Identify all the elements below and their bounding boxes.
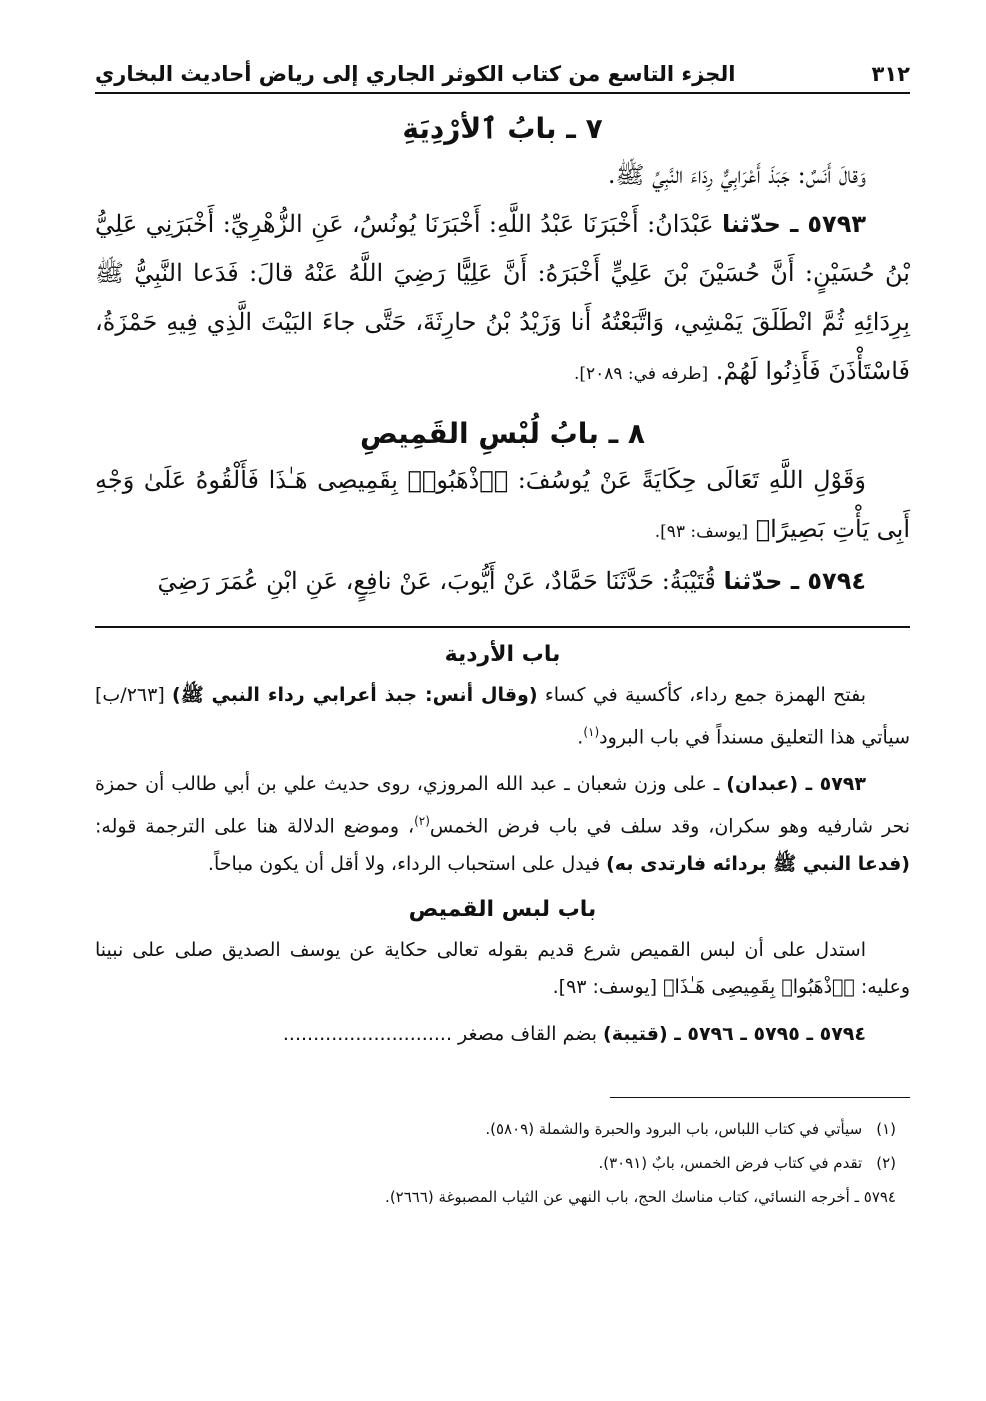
hadith-5793: [95, 200, 910, 399]
commentary-section-1-title: باب الأردية: [444, 642, 561, 667]
footnote-marker: (٢): [414, 814, 430, 829]
chapter-7-title: ٧ ـ بابُ ٱلأرْدِيَةِ: [402, 112, 603, 145]
footnote-number: (٢): [876, 1153, 896, 1172]
hadith-text: قُتَيْبَةُ: حَدَّثَنَا حَمَّادٌ، عَنْ أَيُّوبَ، عَنْ نافِعٍ، عَنِ ابْنِ عُمَرَ رَضِيَ: [157, 567, 724, 595]
commentary-quote: (فدعا النبي ﷺ بردائه فارتدى به): [606, 852, 910, 875]
commentary-paragraph-1: [95, 677, 910, 756]
footnote-text: سيأتي في كتاب اللباس، باب البرود والحبرة والشملة (٥٨٠٩).: [485, 1119, 863, 1138]
commentary-paragraph-3: استدل على أن لبس القميص شرع قديم بقوله تعالى حكاية عن يوسف الصديق صلى على نبينا وعليه: ﴿ٱذْهَبُوا۟ بِقَمِيصِى هَـٰذَا﴾ [يوسف: ٩٣].: [95, 938, 910, 998]
book-title: الجزء التاسع من كتاب الكوثر الجاري إلى رياض أحاديث البخاري: [95, 62, 736, 86]
commentary-text: ، وموضع الدلالة هنا على الترجمة قوله:: [95, 815, 415, 838]
footnote-text: ٥٧٩٤ ـ أخرجه النسائي، كتاب مناسك الحج، باب النهي عن الثياب المصبوغة (٢٦٦٦).: [385, 1187, 896, 1206]
footnote-text: تقدم في كتاب فرض الخمس، بابٌ (٣٠٩١).: [598, 1153, 863, 1172]
commentary-lemma: ٥٧٩٣ ـ (عبدان): [726, 773, 866, 796]
footnote-3: [95, 1180, 910, 1214]
commentary-section-2-title: باب لبس القميص: [408, 896, 597, 922]
commentary-text: ـ على وزن شعبان ـ عبد الله المروزي، روى حديث علي بن أبي طالب أن حمزة نحر شارفيه وهو سكران، وقد سلف في باب فرض الخمس: [95, 773, 910, 838]
commentary-paragraph-4: [95, 1016, 910, 1053]
commentary-text: [٢٦٣/ب] سيأتي هذا التعليق مسنداً في باب البرود: [95, 684, 910, 749]
hadith-number: ٥٧٩٣ ـ حدّثنا: [722, 210, 866, 238]
footnote-marker: (١): [583, 725, 600, 739]
footnote-1: [95, 1112, 910, 1146]
footnote-number: (١): [876, 1119, 896, 1138]
commentary-paragraph-2: [95, 766, 910, 882]
footnote-2: [95, 1146, 910, 1180]
commentary-text: بفتح الهمزة جمع رداء، كأكسية في كساء: [537, 684, 866, 706]
page-number: ٣١٢: [871, 62, 910, 86]
quran-quote: وَقَوْلِ اللَّهِ تَعَالَى حِكَايَةً عَنْ يُوسُفَ: ﴿ٱذْهَبُوا۟ بِقَمِيصِى هَـٰذَا فَأَلْقُوهُ عَلَىٰ وَجْهِ أَبِى يَأْتِ بَصِيرًا﴾: [95, 466, 910, 543]
continuation-dots: ............................: [282, 1022, 452, 1045]
book-page: [95, 62, 910, 1214]
footnote-divider: [610, 1097, 910, 1098]
commentary-quote: (وقال أنس: جبذ أعرابي رداء النبي ﷺ): [172, 684, 538, 706]
commentary-divider: [95, 626, 910, 628]
hadith-5794: [95, 557, 910, 606]
cross-reference: [طرفه في: ٢٠٨٩].: [573, 364, 709, 384]
chapter-8-title: ٨ ـ بابُ لُبْسِ القَمِيصِ: [359, 417, 645, 450]
hadith-text: عَبْدَانُ: أَخْبَرَنَا عَبْدُ اللَّهِ: أَخْبَرَنَا يُونُسُ، عَنِ الزُّهْرِيِّ: أَخْبَرَنِي عَلِيُّ بْنُ حُسَيْنٍ: أَنَّ حُسَيْنَ بْنَ عَلِيٍّ أَخْبَرَهُ: أَنَّ عَلِيًّا رَضِيَ اللَّهُ عَنْهُ قالَ: فَدَعا النَّبِيُّ ﷺ بِرِدَائِهِ ثُمَّ انْطَلَقَ يَمْشِي، وَاتَّبَعْتُهُ أَنا وَزَيْدُ بْنُ حارِثَةَ، حَتَّى جاءَ البَيْتَ الَّذِي فِيهِ حَمْزَةُ، فَاسْتَأْذَنَ فَأَذِنُوا لَهُمْ.: [95, 210, 910, 385]
commentary-text: بضم القاف مصغر: [451, 1022, 604, 1045]
chapter-7-intro: وَقالَ أَنَسٌ: جَبَذَ أَعْرَابِيٌّ رِدَاءَ النَّبِيِّ ﷺ.: [607, 161, 866, 189]
commentary-text: فيدل على استحباب الرداء، ولا أقل أن يكون مباحاً.: [207, 852, 607, 875]
commentary-text: .: [577, 726, 584, 749]
chapter-8-intro: [95, 456, 910, 557]
hadith-number: ٥٧٩٤ ـ حدّثنا: [723, 567, 866, 595]
running-head: [95, 62, 910, 94]
commentary-lemma: ٥٧٩٤ ـ ٥٧٩٥ ـ ٥٧٩٦ ـ (قتيبة): [603, 1022, 866, 1045]
cross-reference: [يوسف: ٩٣].: [654, 522, 749, 542]
